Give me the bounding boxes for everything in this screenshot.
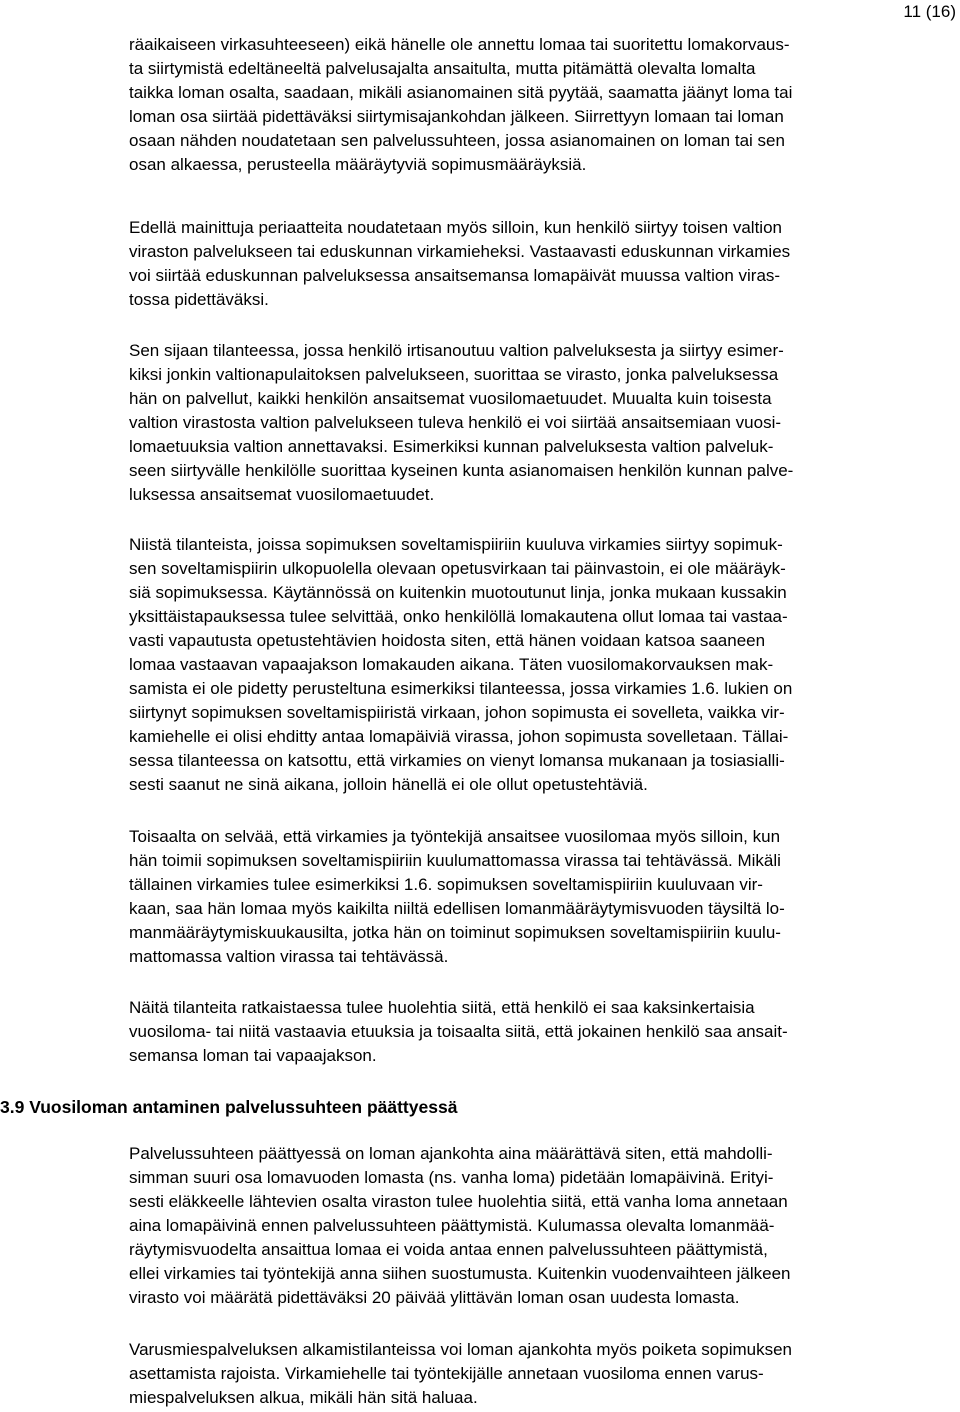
section-heading: 3.9 Vuosiloman antaminen palvelussuhteen päättyessä <box>0 1097 458 1117</box>
paragraph-termination-leave: Palvelussuhteen päättyessä on loman ajankohta aina määrättävä siten, että mahdolli- simman suuri osa lomavuoden lomasta (ns. vanha loma) pidetään lomapäivinä. Erityi- sesti eläkkeelle lähtevien osalta viraston tulee huolehtia siitä, että vanha loma annetaan aina lomapäivinä ennen palvelussuhteen päättymistä. Kulumassa olevalta lomanmää- räytymisvuodelta ansaittua lomaa ei voida antaa ennen palvelussuhteen päättymistä, ellei virkamies tai työntekijä anna siihen suostumusta. Kuitenkin vuodenvaihteen jälkeen virasto voi määrätä pidettäväksi 20 päivää ylittävän loman osan uudesta lomasta. <box>129 1144 791 1307</box>
paragraph-transfer-leave: räaikaiseen virkasuhteeseen) eikä hänelle ole annettu lomaa tai suoritettu lomakorvaus- ta siirtymistä edeltäneeltä palvelusajalta ansaitulta, mutta pitämättä olevalta lomalta taikka loman osalta, saadaan, mikäli asianomainen sitä pyytää, saamatta jäänyt loma tai loman osa siirtää pidettäväksi siirtymisajankohdan jälkeen. Siirrettyyn lomaan tai loman osaan nähden noudatetaan sen palvelussuhteen, jossa asianomainen on loman tai sen osan alkaessa, perusteella määräytyviä sopimusmääräyksiä. <box>129 35 793 174</box>
paragraph-double-benefits: Näitä tilanteita ratkaistaessa tulee huolehtia siitä, että henkilö ei saa kaksinkertaisia vuosiloma- tai niitä vastaavia etuuksia ja toisaalta siitä, että jokainen henkilö saa ansait- semansa loman tai vapaajakson. <box>129 998 788 1065</box>
paragraph-outside-scope: Toisaalta on selvää, että virkamies ja työntekijä ansaitsee vuosilomaa myös silloin, kun hän toimii sopimuksen soveltamispiiriin kuulumattomassa virassa tai tehtävässä. Mikäli tällainen virkamies tulee esimerkiksi 1.6. sopimuksen soveltamispiiriin kuuluvaan vir- kaan, saa hän lomaa myös kaikilta niiltä edellisen lomanmääräytymisvuoden täysiltä lo- manmääräytymiskuukausilta, jotka hän on toiminut sopimuksen soveltamispiiriin kuulu- mattomassa valtion virassa tai tehtävässä. <box>129 827 785 966</box>
paragraph-agency-transfer: Edellä mainittuja periaatteita noudatetaan myös silloin, kun henkilö siirtyy toisen valtion viraston palvelukseen tai eduskunnan virkamieheksi. Vastaavasti eduskunnan virkamies voi siirtää eduskunnan palveluksessa ansaitsemansa lomapäivät muussa valtion viras- tossa pidettäväksi. <box>129 218 791 309</box>
paragraph-military-service: Varusmiespalveluksen alkamistilanteissa voi loman ajankohta myös poiketa sopimuksen asettamista rajoista. Virkamiehelle tai työntekijälle annetaan vuosiloma ennen varus- miespalveluksen alkua, mikäli hän sitä haluaa. <box>129 1340 793 1407</box>
page-number: 11 (16) <box>903 2 956 21</box>
paragraph-resignation: Sen sijaan tilanteessa, jossa henkilö irtisanoutuu valtion palveluksesta ja siirtyy esimer- kiksi jonkin valtionapulaitoksen palvelukseen, suorittaa se virasto, jonka palveluksessa hän on palvellut, kaikki henkilön ansaitsemat vuosilomaetuudet. Muualta kuin toisesta valtion virastosta valtion palvelukseen tuleva henkilö ei voi siirtää ansaitsemiaan vuosi- lomaetuuksia valtion annettavaksi. Esimerkiksi kunnan palveluksesta valtion palveluk- seen siirtyvälle henkilölle suorittaa kyseinen kunta asianomaisen henkilön kunnan palve- luksessa ansaitsemat vuosilomaetuudet. <box>129 341 794 504</box>
paragraph-teaching-position: Niistä tilanteista, joissa sopimuksen soveltamispiiriin kuuluva virkamies siirtyy sopimuk- sen soveltamispiirin ulkopuolella olevaan opetusvirkaan tai päinvastoin, ei ole määräyk- siä sopimuksessa. Käytännössä on kuitenkin muotoutunut linja, jonka mukaan kussakin yksittäistapauksessa tulee selvittää, onko henkilöllä lomakautena ollut lomaa tai vastaa- vasti vapautusta opetustehtävien hoidosta siten, että hänen voidaan katsoa saaneen lomaa vastaavan vapaajakson lomakauden aikana. Täten vuosilomakorvauksen mak- samista ei ole pidetty perusteltuna esimerkiksi tilanteessa, jossa virkamies 1.6. lukien on siirtynyt sopimuksen soveltamispiiristä virkaan, johon sopimusta ei sovelleta, vaikka vir- kamiehelle ei olisi ehditty antaa lomapäiviä virassa, johon sopimusta sovelletaan. Tällai- sessa tilanteessa on katsottu, että virkamies on vienyt lomansa mukanaan ja tosiasialli- sesti saanut ne sinä aikana, jolloin hänellä ei ole ollut opetustehtäviä. <box>129 535 793 794</box>
